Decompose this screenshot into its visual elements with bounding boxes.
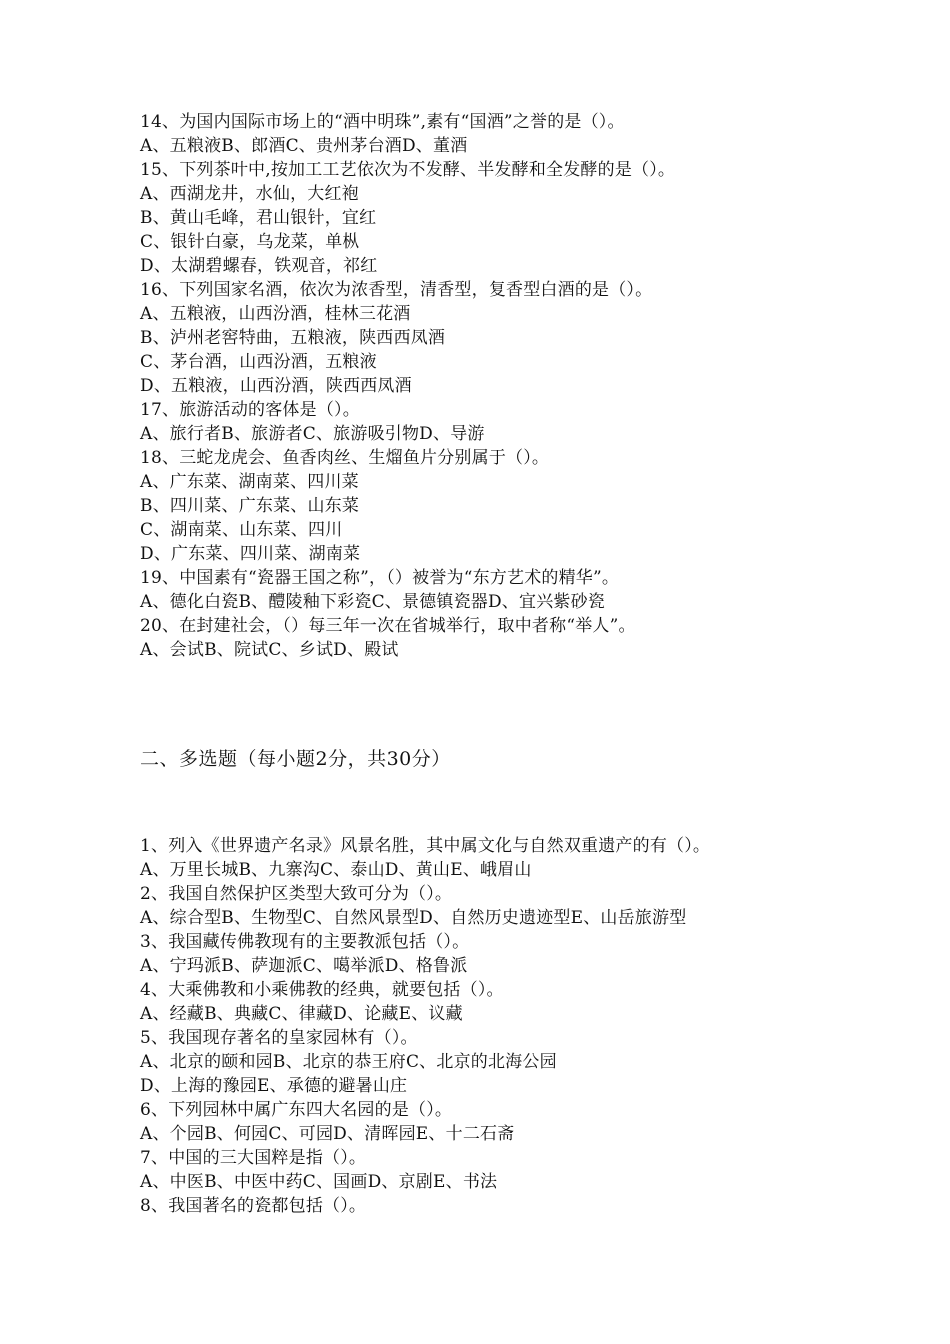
answer-option-line: C、湖南菜、山东菜、四川 xyxy=(140,520,343,540)
answer-option-line: B、泸州老窖特曲，五粮液，陕西西凤酒 xyxy=(140,328,446,348)
answer-option-line: A、广东菜、湖南菜、四川菜 xyxy=(140,472,359,492)
answer-options-line: D、上海的豫园E、承德的避暑山庄 xyxy=(140,1076,408,1096)
answer-options-line: A、五粮液B、郎酒C、贵州茅台酒D、董酒 xyxy=(140,136,468,156)
answer-options-line: A、会试B、院试C、乡试D、殿试 xyxy=(140,640,399,660)
answer-option-line: A、五粮液，山西汾酒，桂林三花酒 xyxy=(140,304,411,324)
question-line: 1、列入《世界遗产名录》风景名胜，其中属文化与自然双重遗产的有（）。 xyxy=(140,836,711,856)
question-line: 17、旅游活动的客体是（）。 xyxy=(140,400,360,420)
question-line: 2、我国自然保护区类型大致可分为（）。 xyxy=(140,884,453,904)
answer-option-line: D、太湖碧螺春，铁观音，祁红 xyxy=(140,256,378,276)
question-line: 20、在封建社会，（）每三年一次在省城举行，取中者称“举人”。 xyxy=(140,616,636,636)
answer-options-line: A、个园B、何园C、可园D、清晖园E、十二石斋 xyxy=(140,1124,515,1144)
question-line: 7、中国的三大国粹是指（）。 xyxy=(140,1148,367,1168)
question-line: 4、大乘佛教和小乘佛教的经典，就要包括（）。 xyxy=(140,980,504,1000)
question-line: 6、下列园林中属广东四大名园的是（）。 xyxy=(140,1100,453,1120)
question-line: 5、我国现存著名的皇家园林有（）。 xyxy=(140,1028,418,1048)
answer-options-line: A、德化白瓷B、醴陵釉下彩瓷C、景德镇瓷器D、宜兴紫砂瓷 xyxy=(140,592,606,612)
answer-options-line: A、经藏B、典藏C、律藏D、论藏E、议藏 xyxy=(140,1004,463,1024)
answer-options-line: A、万里长城B、九寨沟C、泰山D、黄山E、峨眉山 xyxy=(140,860,532,880)
question-line: 8、我国著名的瓷都包括（）。 xyxy=(140,1196,367,1216)
answer-options-line: A、综合型B、生物型C、自然风景型D、自然历史遗迹型E、山岳旅游型 xyxy=(140,908,687,928)
answer-options-line: A、中医B、中医中药C、国画D、京剧E、书法 xyxy=(140,1172,498,1192)
question-line: 15、下列茶叶中,按加工工艺依次为不发酵、半发酵和全发酵的是（）。 xyxy=(140,160,676,180)
question-line: 14、为国内国际市场上的“酒中明珠”,素有“国酒”之誉的是（）。 xyxy=(140,112,625,132)
answer-option-line: B、黄山毛峰，君山银针，宜红 xyxy=(140,208,377,228)
answer-options-line: A、宁玛派B、萨迦派C、噶举派D、格鲁派 xyxy=(140,956,468,976)
answer-options-line: A、旅行者B、旅游者C、旅游吸引物D、导游 xyxy=(140,424,485,444)
question-line: 3、我国藏传佛教现有的主要教派包括（）。 xyxy=(140,932,470,952)
multiple-choice-questions xyxy=(140,834,900,1218)
single-choice-questions xyxy=(140,110,900,662)
question-line: 18、三蛇龙虎会、鱼香肉丝、生熘鱼片分别属于（）。 xyxy=(140,448,550,468)
answer-option-line: C、茅台酒，山西汾酒，五粮液 xyxy=(140,352,377,372)
answer-options-line: A、北京的颐和园B、北京的恭王府C、北京的北海公园 xyxy=(140,1052,557,1072)
question-line: 19、中国素有“瓷器王国之称”，（）被誉为“东方艺术的精华”。 xyxy=(140,568,620,588)
answer-option-line: D、五粮液，山西汾酒，陕西西凤酒 xyxy=(140,376,412,396)
question-line: 16、下列国家名酒，依次为浓香型，清香型，复香型白酒的是（）。 xyxy=(140,280,653,300)
answer-option-line: D、广东菜、四川菜、湖南菜 xyxy=(140,544,361,564)
section-heading: 二、多选题（每小题2分，共30分） xyxy=(140,748,451,770)
answer-option-line: A、西湖龙井，水仙，大红袍 xyxy=(140,184,359,204)
answer-option-line: C、银针白豪，乌龙菜，单枞 xyxy=(140,232,360,252)
answer-option-line: B、四川菜、广东菜、山东菜 xyxy=(140,496,360,516)
